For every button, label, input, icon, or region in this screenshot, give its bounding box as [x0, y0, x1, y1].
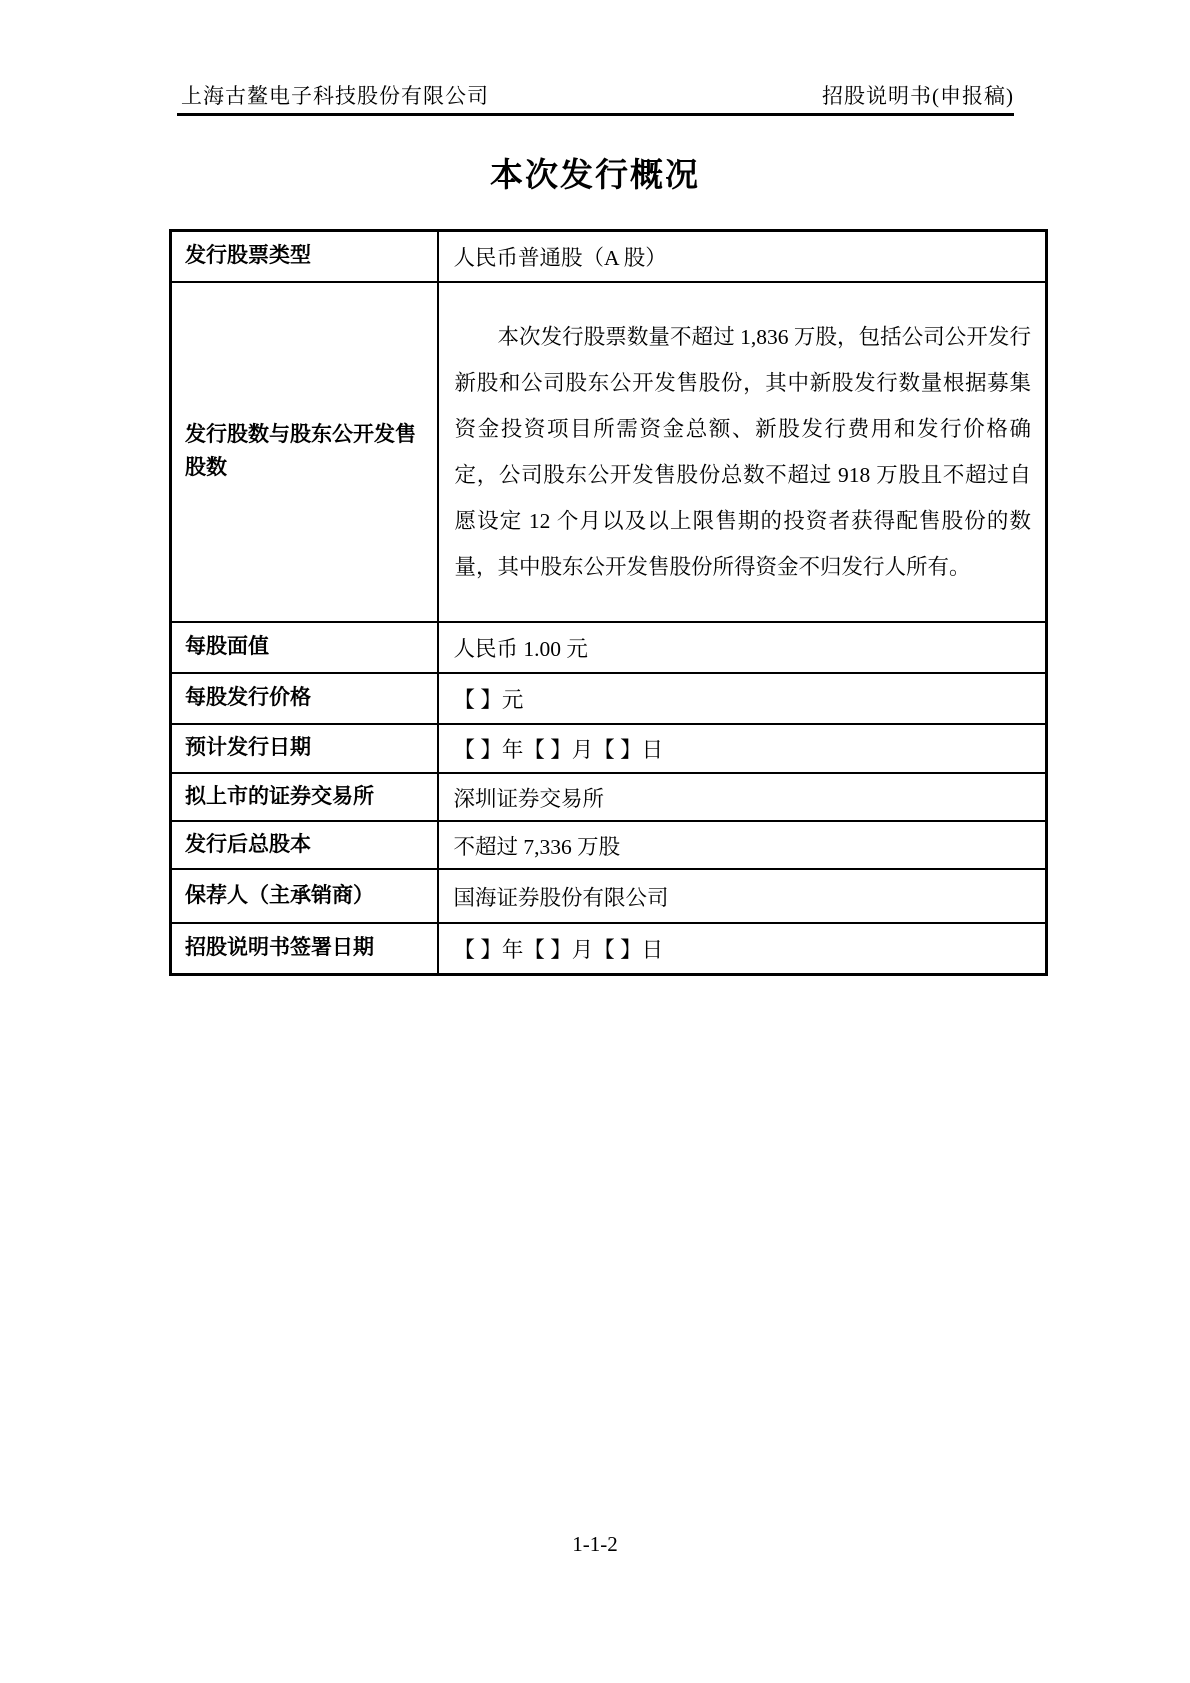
- row-label: 发行后总股本: [171, 821, 438, 869]
- row-label: 发行股票类型: [171, 231, 438, 283]
- page-header: [181, 80, 1014, 110]
- row-value: 深圳证券交易所: [438, 773, 1047, 821]
- row-label: 招股说明书签署日期: [171, 923, 438, 975]
- table-row: [171, 773, 1047, 821]
- row-label: 拟上市的证券交易所: [171, 773, 438, 821]
- row-value: 不超过 7,336 万股: [438, 821, 1047, 869]
- row-value: 国海证券股份有限公司: [438, 869, 1047, 923]
- row-value: 【 】年【 】月【 】日: [438, 724, 1047, 773]
- header-rule: [177, 113, 1014, 116]
- table-row: [171, 821, 1047, 869]
- table-row: [171, 673, 1047, 724]
- table-row: [171, 923, 1047, 975]
- page-number: 1-1-2: [572, 1532, 618, 1556]
- row-label: 预计发行日期: [171, 724, 438, 773]
- row-value: 人民币 1.00 元: [438, 622, 1047, 673]
- header-company: 上海古鳌电子科技股份有限公司: [181, 84, 489, 108]
- table-row: [171, 282, 1047, 622]
- table-row: [171, 622, 1047, 673]
- header-doc-type: 招股说明书(申报稿): [822, 84, 1014, 108]
- row-label: 发行股数与股东公开发售股数: [171, 282, 438, 622]
- row-value: 本次发行股票数量不超过 1,836 万股，包括公司公开发行新股和公司股东公开发售股份，其中新股发行数量根据募集资金投资项目所需资金总额、新股发行费用和发行价格确定，公司股东公开发售股份总数不超过 918 万股且不超过自愿设定 12 个月以及以上限售期的投资者获得配售股份的数量，其中股东公开发售股份所得资金不归发行人所有。: [438, 282, 1047, 622]
- row-value: 人民币普通股（A 股）: [438, 231, 1047, 283]
- row-label: 保荐人（主承销商）: [171, 869, 438, 923]
- row-value: 【 】元: [438, 673, 1047, 724]
- row-value: 【 】年【 】月【 】日: [438, 923, 1047, 975]
- page-title: 本次发行概况: [490, 158, 700, 194]
- row-label: 每股面值: [171, 622, 438, 673]
- table-row: [171, 724, 1047, 773]
- table-row: [171, 869, 1047, 923]
- table-row: [171, 231, 1047, 283]
- row-label: 每股发行价格: [171, 673, 438, 724]
- offering-summary-table: [169, 229, 1048, 976]
